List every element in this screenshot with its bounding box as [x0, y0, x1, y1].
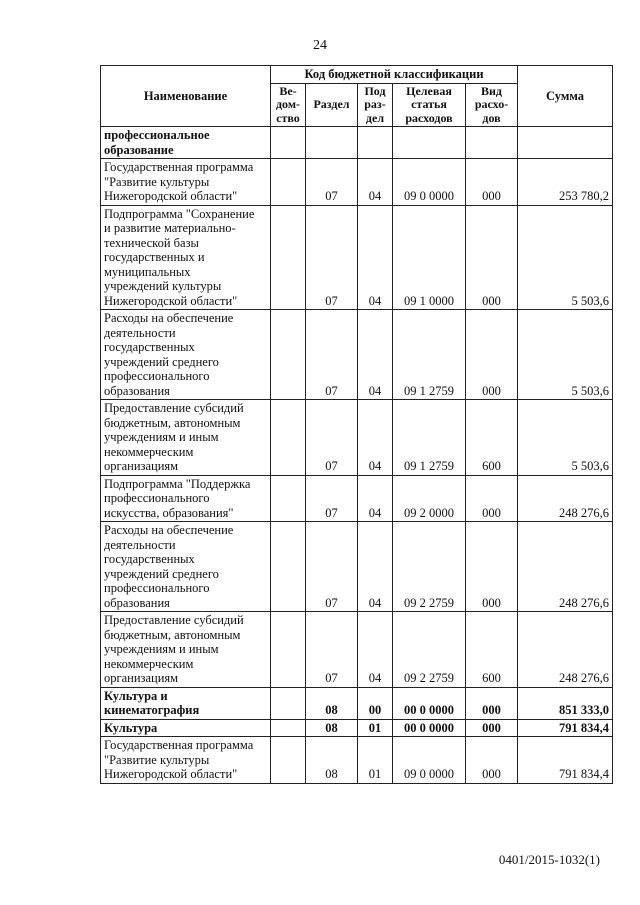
cell-subsection: 04: [358, 205, 393, 310]
cell-section: 07: [306, 310, 358, 400]
table-header: [101, 66, 613, 127]
cell-name: Расходы на обеспечение деятельности государственных учреждений среднего профессионального образования: [101, 310, 271, 400]
cell-dept: [271, 400, 306, 476]
cell-subsection: 04: [358, 310, 393, 400]
header-expense-type: Вид расхо- дов: [466, 83, 518, 127]
cell-target: [393, 127, 466, 159]
cell-section: 07: [306, 205, 358, 310]
table-row: [101, 612, 613, 688]
header-target: Целевая статья расходов: [393, 83, 466, 127]
document-code: 0401/2015-1032(1): [498, 852, 600, 867]
cell-sum: [518, 127, 613, 159]
cell-sum: 5 503,6: [518, 400, 613, 476]
header-name: Наименование: [101, 66, 271, 127]
cell-name: Расходы на обеспечение деятельности государственных учреждений среднего профессионального образования: [101, 522, 271, 612]
cell-target: 09 0 0000: [393, 159, 466, 206]
cell-dept: [271, 127, 306, 159]
cell-expense-type: 000: [466, 737, 518, 784]
cell-expense-type: 600: [466, 612, 518, 688]
table-row: [101, 687, 613, 719]
cell-subsection: 00: [358, 687, 393, 719]
table-row: [101, 127, 613, 159]
cell-subsection: 01: [358, 737, 393, 784]
table-row: [101, 310, 613, 400]
header-subsection: Под раз- дел: [358, 83, 393, 127]
header-dept: Ве- дом- ство: [271, 83, 306, 127]
cell-dept: [271, 475, 306, 522]
cell-sum: 5 503,6: [518, 310, 613, 400]
cell-subsection: 04: [358, 159, 393, 206]
table-row: [101, 522, 613, 612]
table-row: [101, 205, 613, 310]
cell-expense-type: 000: [466, 205, 518, 310]
cell-subsection: 01: [358, 719, 393, 737]
cell-section: 07: [306, 612, 358, 688]
cell-section: 08: [306, 719, 358, 737]
cell-section: 07: [306, 475, 358, 522]
cell-target: 00 0 0000: [393, 719, 466, 737]
cell-name: Подпрограмма "Сохранение и развитие материально- технической базы государственных и муниципальных учреждений культуры Нижегородской области": [101, 205, 271, 310]
cell-sum: 248 276,6: [518, 475, 613, 522]
cell-expense-type: 000: [466, 310, 518, 400]
cell-name: Государственная программа "Развитие культуры Нижегородской области": [101, 159, 271, 206]
cell-name: Государственная программа "Развитие культуры Нижегородской области": [101, 737, 271, 784]
cell-section: 07: [306, 522, 358, 612]
cell-name: Предоставление субсидий бюджетным, автономным учреждениям и иным некоммерческим организациям: [101, 612, 271, 688]
table-row: [101, 159, 613, 206]
cell-target: 09 2 2759: [393, 522, 466, 612]
header-classification-group: Код бюджетной классификации: [271, 66, 518, 84]
cell-name: профессиональное образование: [101, 127, 271, 159]
cell-dept: [271, 522, 306, 612]
cell-section: 07: [306, 159, 358, 206]
table-row: [101, 400, 613, 476]
cell-sum: 248 276,6: [518, 612, 613, 688]
cell-subsection: 04: [358, 522, 393, 612]
cell-target: 09 1 0000: [393, 205, 466, 310]
page-number: 24: [313, 38, 327, 53]
cell-subsection: 04: [358, 612, 393, 688]
cell-section: 08: [306, 687, 358, 719]
cell-name: Культура: [101, 719, 271, 737]
cell-name: Подпрограмма "Поддержка профессионального искусства, образования": [101, 475, 271, 522]
cell-sum: 248 276,6: [518, 522, 613, 612]
cell-sum: 851 333,0: [518, 687, 613, 719]
cell-sum: 791 834,4: [518, 737, 613, 784]
cell-expense-type: 000: [466, 475, 518, 522]
cell-target: 09 2 0000: [393, 475, 466, 522]
table-row: [101, 737, 613, 784]
cell-dept: [271, 719, 306, 737]
cell-target: 09 1 2759: [393, 400, 466, 476]
cell-sum: 791 834,4: [518, 719, 613, 737]
cell-sum: 5 503,6: [518, 205, 613, 310]
cell-expense-type: 000: [466, 522, 518, 612]
cell-subsection: [358, 127, 393, 159]
cell-dept: [271, 159, 306, 206]
budget-table: [100, 65, 613, 784]
cell-dept: [271, 737, 306, 784]
table-row: [101, 719, 613, 737]
table-row: [101, 475, 613, 522]
cell-name: Культура и кинематография: [101, 687, 271, 719]
cell-subsection: 04: [358, 475, 393, 522]
header-sum: Сумма: [518, 66, 613, 127]
cell-expense-type: 000: [466, 687, 518, 719]
cell-section: [306, 127, 358, 159]
cell-target: 09 1 2759: [393, 310, 466, 400]
cell-sum: 253 780,2: [518, 159, 613, 206]
cell-dept: [271, 310, 306, 400]
cell-target: 09 0 0000: [393, 737, 466, 784]
cell-expense-type: 000: [466, 159, 518, 206]
header-section: Раздел: [306, 83, 358, 127]
cell-section: 07: [306, 400, 358, 476]
cell-subsection: 04: [358, 400, 393, 476]
cell-dept: [271, 612, 306, 688]
cell-expense-type: 000: [466, 719, 518, 737]
cell-target: 00 0 0000: [393, 687, 466, 719]
cell-target: 09 2 2759: [393, 612, 466, 688]
cell-dept: [271, 205, 306, 310]
cell-dept: [271, 687, 306, 719]
cell-expense-type: [466, 127, 518, 159]
cell-name: Предоставление субсидий бюджетным, автономным учреждениям и иным некоммерческим организациям: [101, 400, 271, 476]
table-body: [101, 127, 613, 784]
cell-section: 08: [306, 737, 358, 784]
cell-expense-type: 600: [466, 400, 518, 476]
